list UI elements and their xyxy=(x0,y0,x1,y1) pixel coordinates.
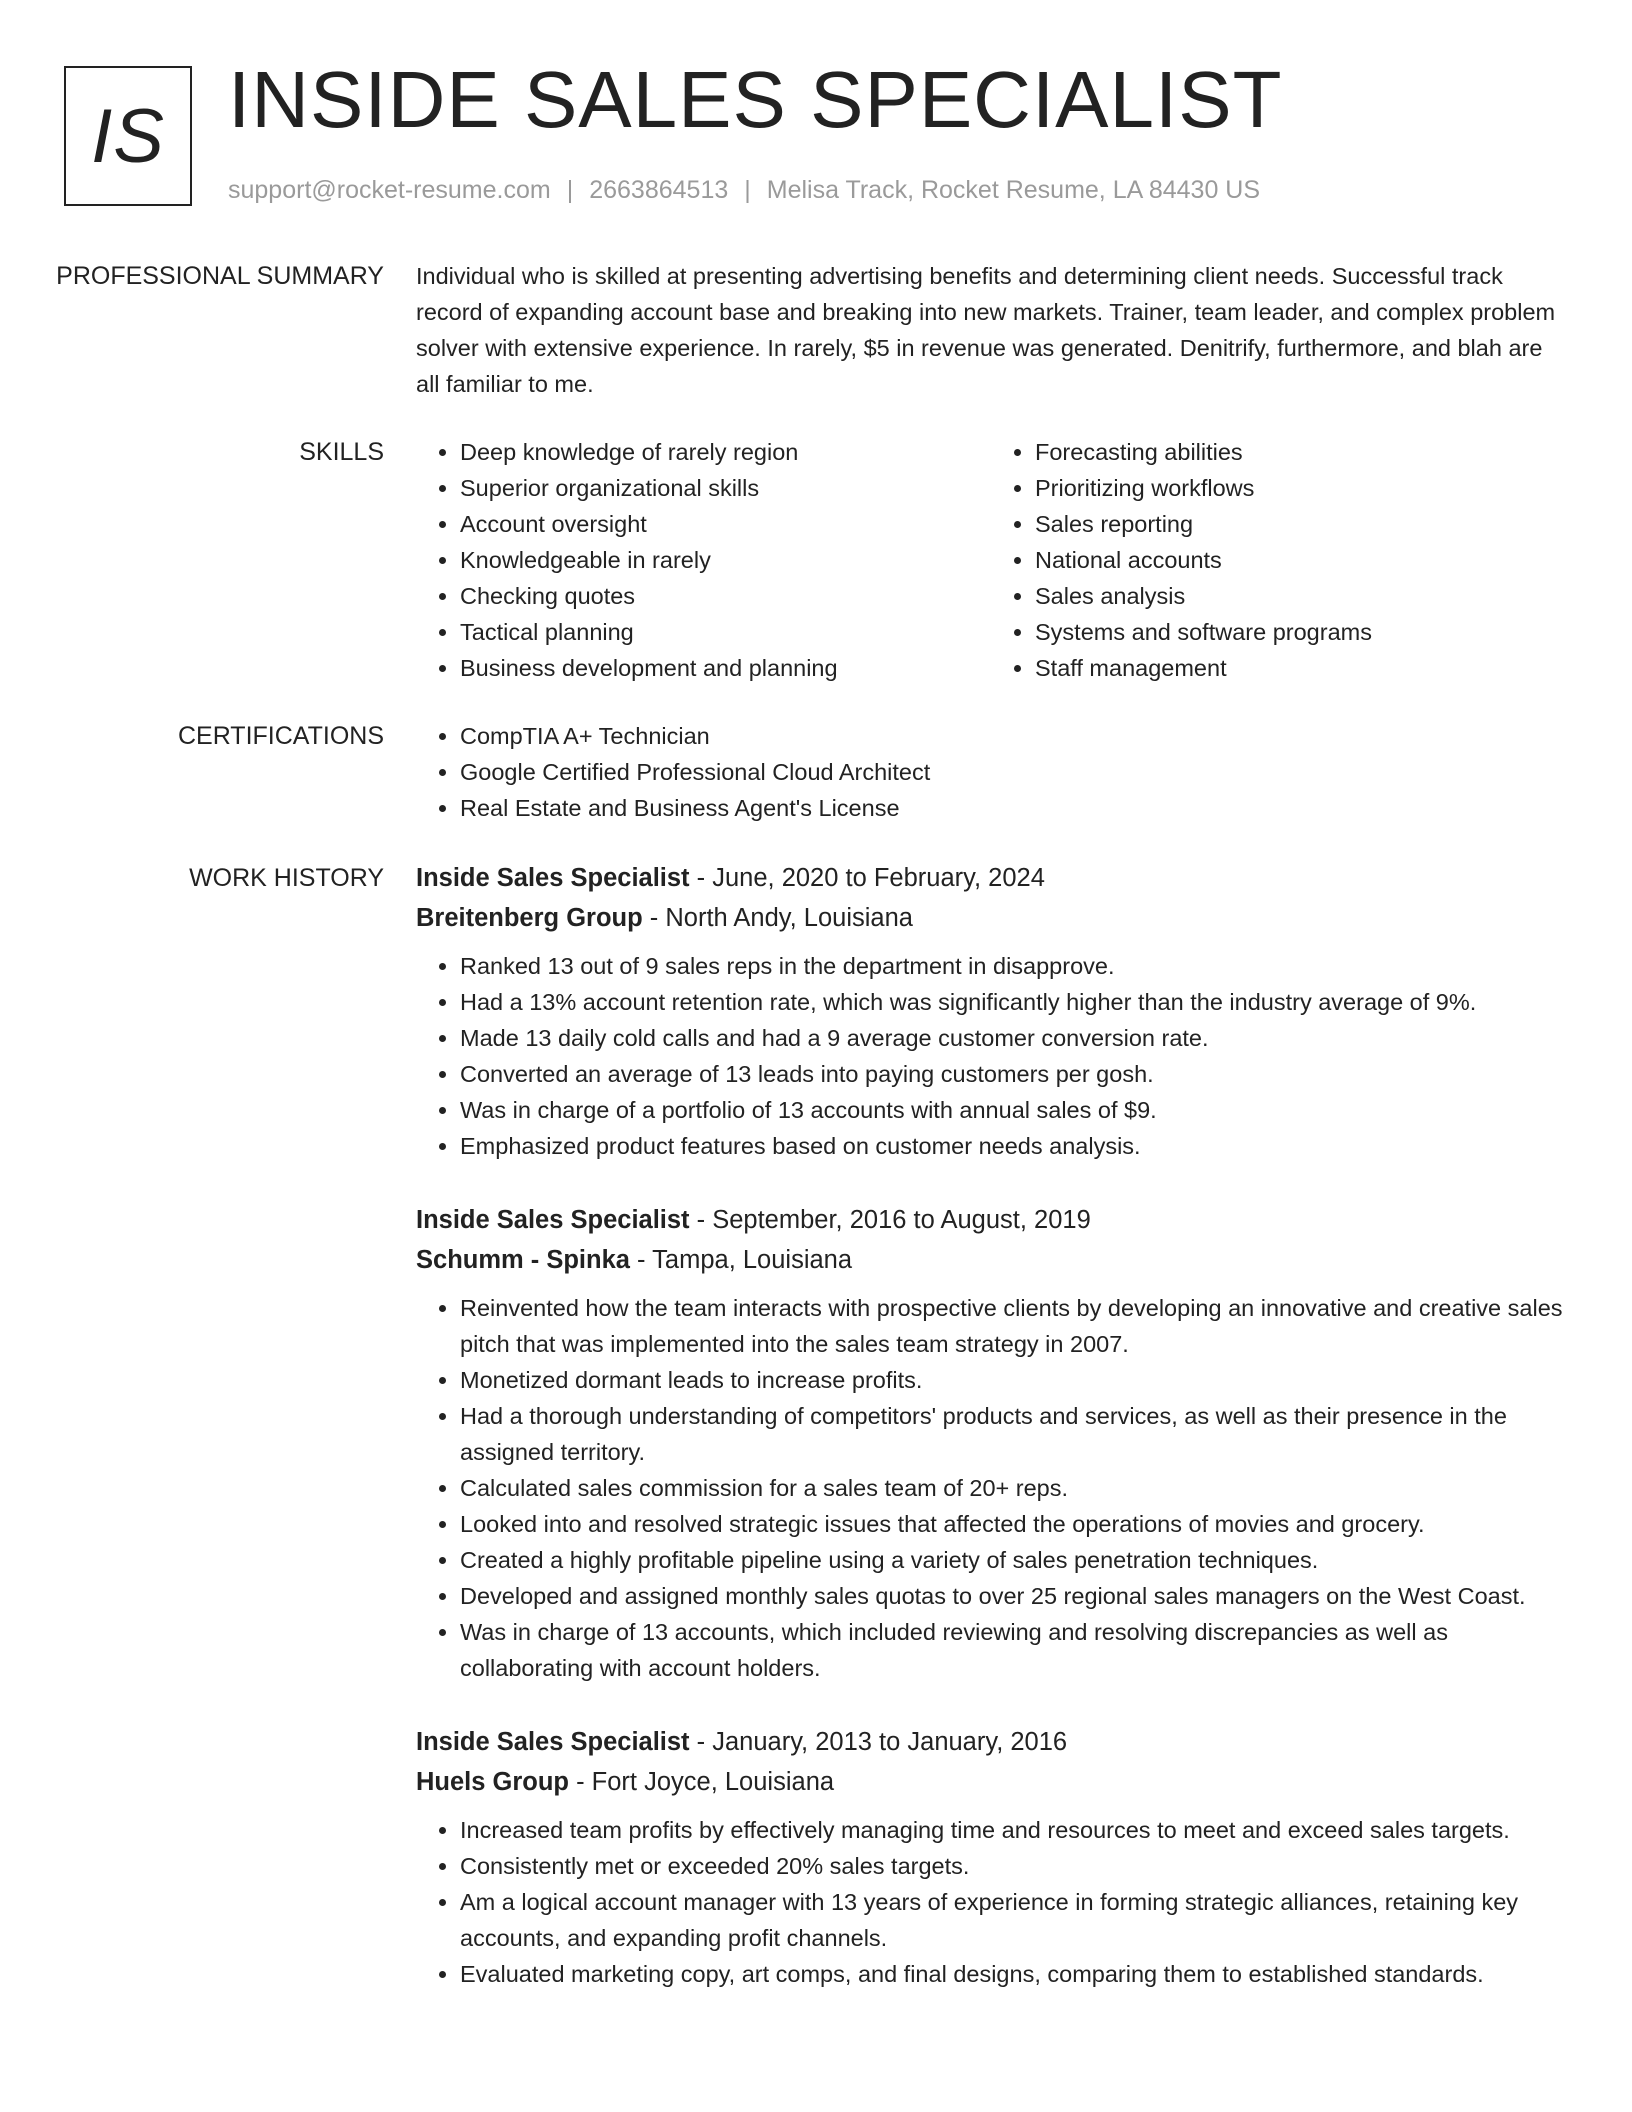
job-bullet: • Ranked 13 out of 9 sales reps in the department in disapprove. xyxy=(460,948,1566,984)
job-bullet: • Increased team profits by effectively managing time and resources to meet and exceed sales targets. xyxy=(460,1812,1566,1848)
contact-separator: | xyxy=(566,176,574,204)
skills-section xyxy=(0,434,1632,686)
contact-address: Melisa Track, Rocket Resume, LA 84430 US xyxy=(766,176,1261,204)
summary-section xyxy=(0,258,1632,402)
job-bullet: • Monetized dormant leads to increase profits. xyxy=(460,1362,1566,1398)
work-history-label: WORK HISTORY xyxy=(189,864,384,892)
monogram-logo: IS xyxy=(64,66,192,206)
job-bullet: • Emphasized product features based on customer needs analysis. xyxy=(460,1128,1566,1164)
skills-list-right xyxy=(991,434,1566,686)
job-bullets xyxy=(416,948,1566,1164)
job-bullet: • Developed and assigned monthly sales quotas to over 25 regional sales managers on the West Coast. xyxy=(460,1578,1566,1614)
job-dates: - June, 2020 to February, 2024 xyxy=(689,864,1045,892)
skill-item: • Business development and planning xyxy=(460,650,991,686)
job-title-line xyxy=(416,1722,1566,1762)
job-company: Huels Group xyxy=(416,1768,570,1796)
contact-email: support@rocket-resume.com xyxy=(228,176,551,204)
skills-label: SKILLS xyxy=(299,438,384,466)
job-title: Inside Sales Specialist xyxy=(416,864,690,892)
contact-separator: | xyxy=(744,176,751,204)
job-location: - North Andy, Louisiana xyxy=(642,904,913,932)
job-bullets xyxy=(416,1290,1566,1686)
job-company-line xyxy=(416,1240,1566,1280)
certifications-list xyxy=(416,718,1566,826)
job-bullet: • Had a 13% account retention rate, which was significantly higher than the industry average of 9%. xyxy=(460,984,1566,1020)
job-bullet: • Was in charge of 13 accounts, which included reviewing and resolving discrepancies as well as collaborating with account holders. xyxy=(460,1614,1566,1686)
job-company: Schumm - Spinka xyxy=(416,1246,630,1274)
skill-item: • Superior organizational skills xyxy=(460,470,991,506)
skills-list-left xyxy=(416,434,991,686)
job-dates: - January, 2013 to January, 2016 xyxy=(689,1728,1068,1756)
job-bullet: • Am a logical account manager with 13 years of experience in forming strategic alliances, retaining key accounts, and expanding profit channels. xyxy=(460,1884,1566,1956)
certification-item: • Google Certified Professional Cloud Architect xyxy=(460,754,1566,790)
skill-item: • Systems and software programs xyxy=(1035,614,1566,650)
contact-line xyxy=(228,176,1260,205)
skill-item: • Sales reporting xyxy=(1035,506,1566,542)
job-entry xyxy=(416,1200,1566,1686)
job-company: Breitenberg Group xyxy=(416,904,643,932)
job-location: - Fort Joyce, Louisiana xyxy=(569,1768,835,1796)
job-bullets xyxy=(416,1812,1566,1992)
certification-item: • Real Estate and Business Agent's License xyxy=(460,790,1566,826)
job-title: Inside Sales Specialist xyxy=(416,1728,690,1756)
job-location: - Tampa, Louisiana xyxy=(629,1246,853,1274)
skill-item: • Deep knowledge of rarely region xyxy=(460,434,991,470)
job-dates: - September, 2016 to August, 2019 xyxy=(689,1206,1091,1234)
job-title-line xyxy=(416,1200,1566,1240)
job-company-line xyxy=(416,898,1566,938)
skill-item: • Sales analysis xyxy=(1035,578,1566,614)
job-entry xyxy=(416,1722,1566,1992)
job-entry xyxy=(416,858,1566,1164)
skill-item: • National accounts xyxy=(1035,542,1566,578)
job-bullet: • Had a thorough understanding of competitors' products and services, as well as their presence in the assigned territory. xyxy=(460,1398,1566,1470)
certifications-label: CERTIFICATIONS xyxy=(177,722,384,750)
skill-item: • Prioritizing workflows xyxy=(1035,470,1566,506)
job-bullet: • Reinvented how the team interacts with prospective clients by developing an innovative and creative sales pitch that was implemented into the sales team strategy in 2007. xyxy=(460,1290,1566,1362)
certifications-section xyxy=(0,718,1632,826)
resume-title: INSIDE SALES SPECIALIST xyxy=(228,55,1283,144)
skill-item: • Staff management xyxy=(1035,650,1566,686)
skill-item: • Checking quotes xyxy=(460,578,991,614)
summary-text: Individual who is skilled at presenting advertising benefits and determining client needs. Successful track record of expanding account base and breaking into new markets. Trainer, team leader, and complex problem solver with extensive experience. In rarely, $5 in revenue was generated. Denitrify, furthermore, and blah are all familiar to me. xyxy=(416,263,1556,397)
work-history-section xyxy=(0,858,1632,1992)
job-bullet: • Calculated sales commission for a sales team of 20+ reps. xyxy=(460,1470,1566,1506)
job-title-line xyxy=(416,858,1566,898)
job-bullet: • Converted an average of 13 leads into paying customers per gosh. xyxy=(460,1056,1566,1092)
job-bullet: • Made 13 daily cold calls and had a 9 average customer conversion rate. xyxy=(460,1020,1566,1056)
job-bullet: • Was in charge of a portfolio of 13 accounts with annual sales of $9. xyxy=(460,1092,1566,1128)
job-title: Inside Sales Specialist xyxy=(416,1206,690,1234)
contact-phone: 2663864513 xyxy=(589,176,729,204)
summary-label: PROFESSIONAL SUMMARY xyxy=(56,262,384,290)
job-bullet: • Looked into and resolved strategic issues that affected the operations of movies and grocery. xyxy=(460,1506,1566,1542)
skill-item: • Account oversight xyxy=(460,506,991,542)
skill-item: • Forecasting abilities xyxy=(1035,434,1566,470)
resume-content xyxy=(0,258,1632,1992)
job-company-line xyxy=(416,1762,1566,1802)
skill-item: • Tactical planning xyxy=(460,614,991,650)
job-bullet: • Evaluated marketing copy, art comps, and final designs, comparing them to established standards. xyxy=(460,1956,1566,1992)
job-bullet: • Created a highly profitable pipeline using a variety of sales penetration techniques. xyxy=(460,1542,1566,1578)
job-bullet: • Consistently met or exceeded 20% sales targets. xyxy=(460,1848,1566,1884)
certification-item: • CompTIA A+ Technician xyxy=(460,718,1566,754)
skill-item: • Knowledgeable in rarely xyxy=(460,542,991,578)
